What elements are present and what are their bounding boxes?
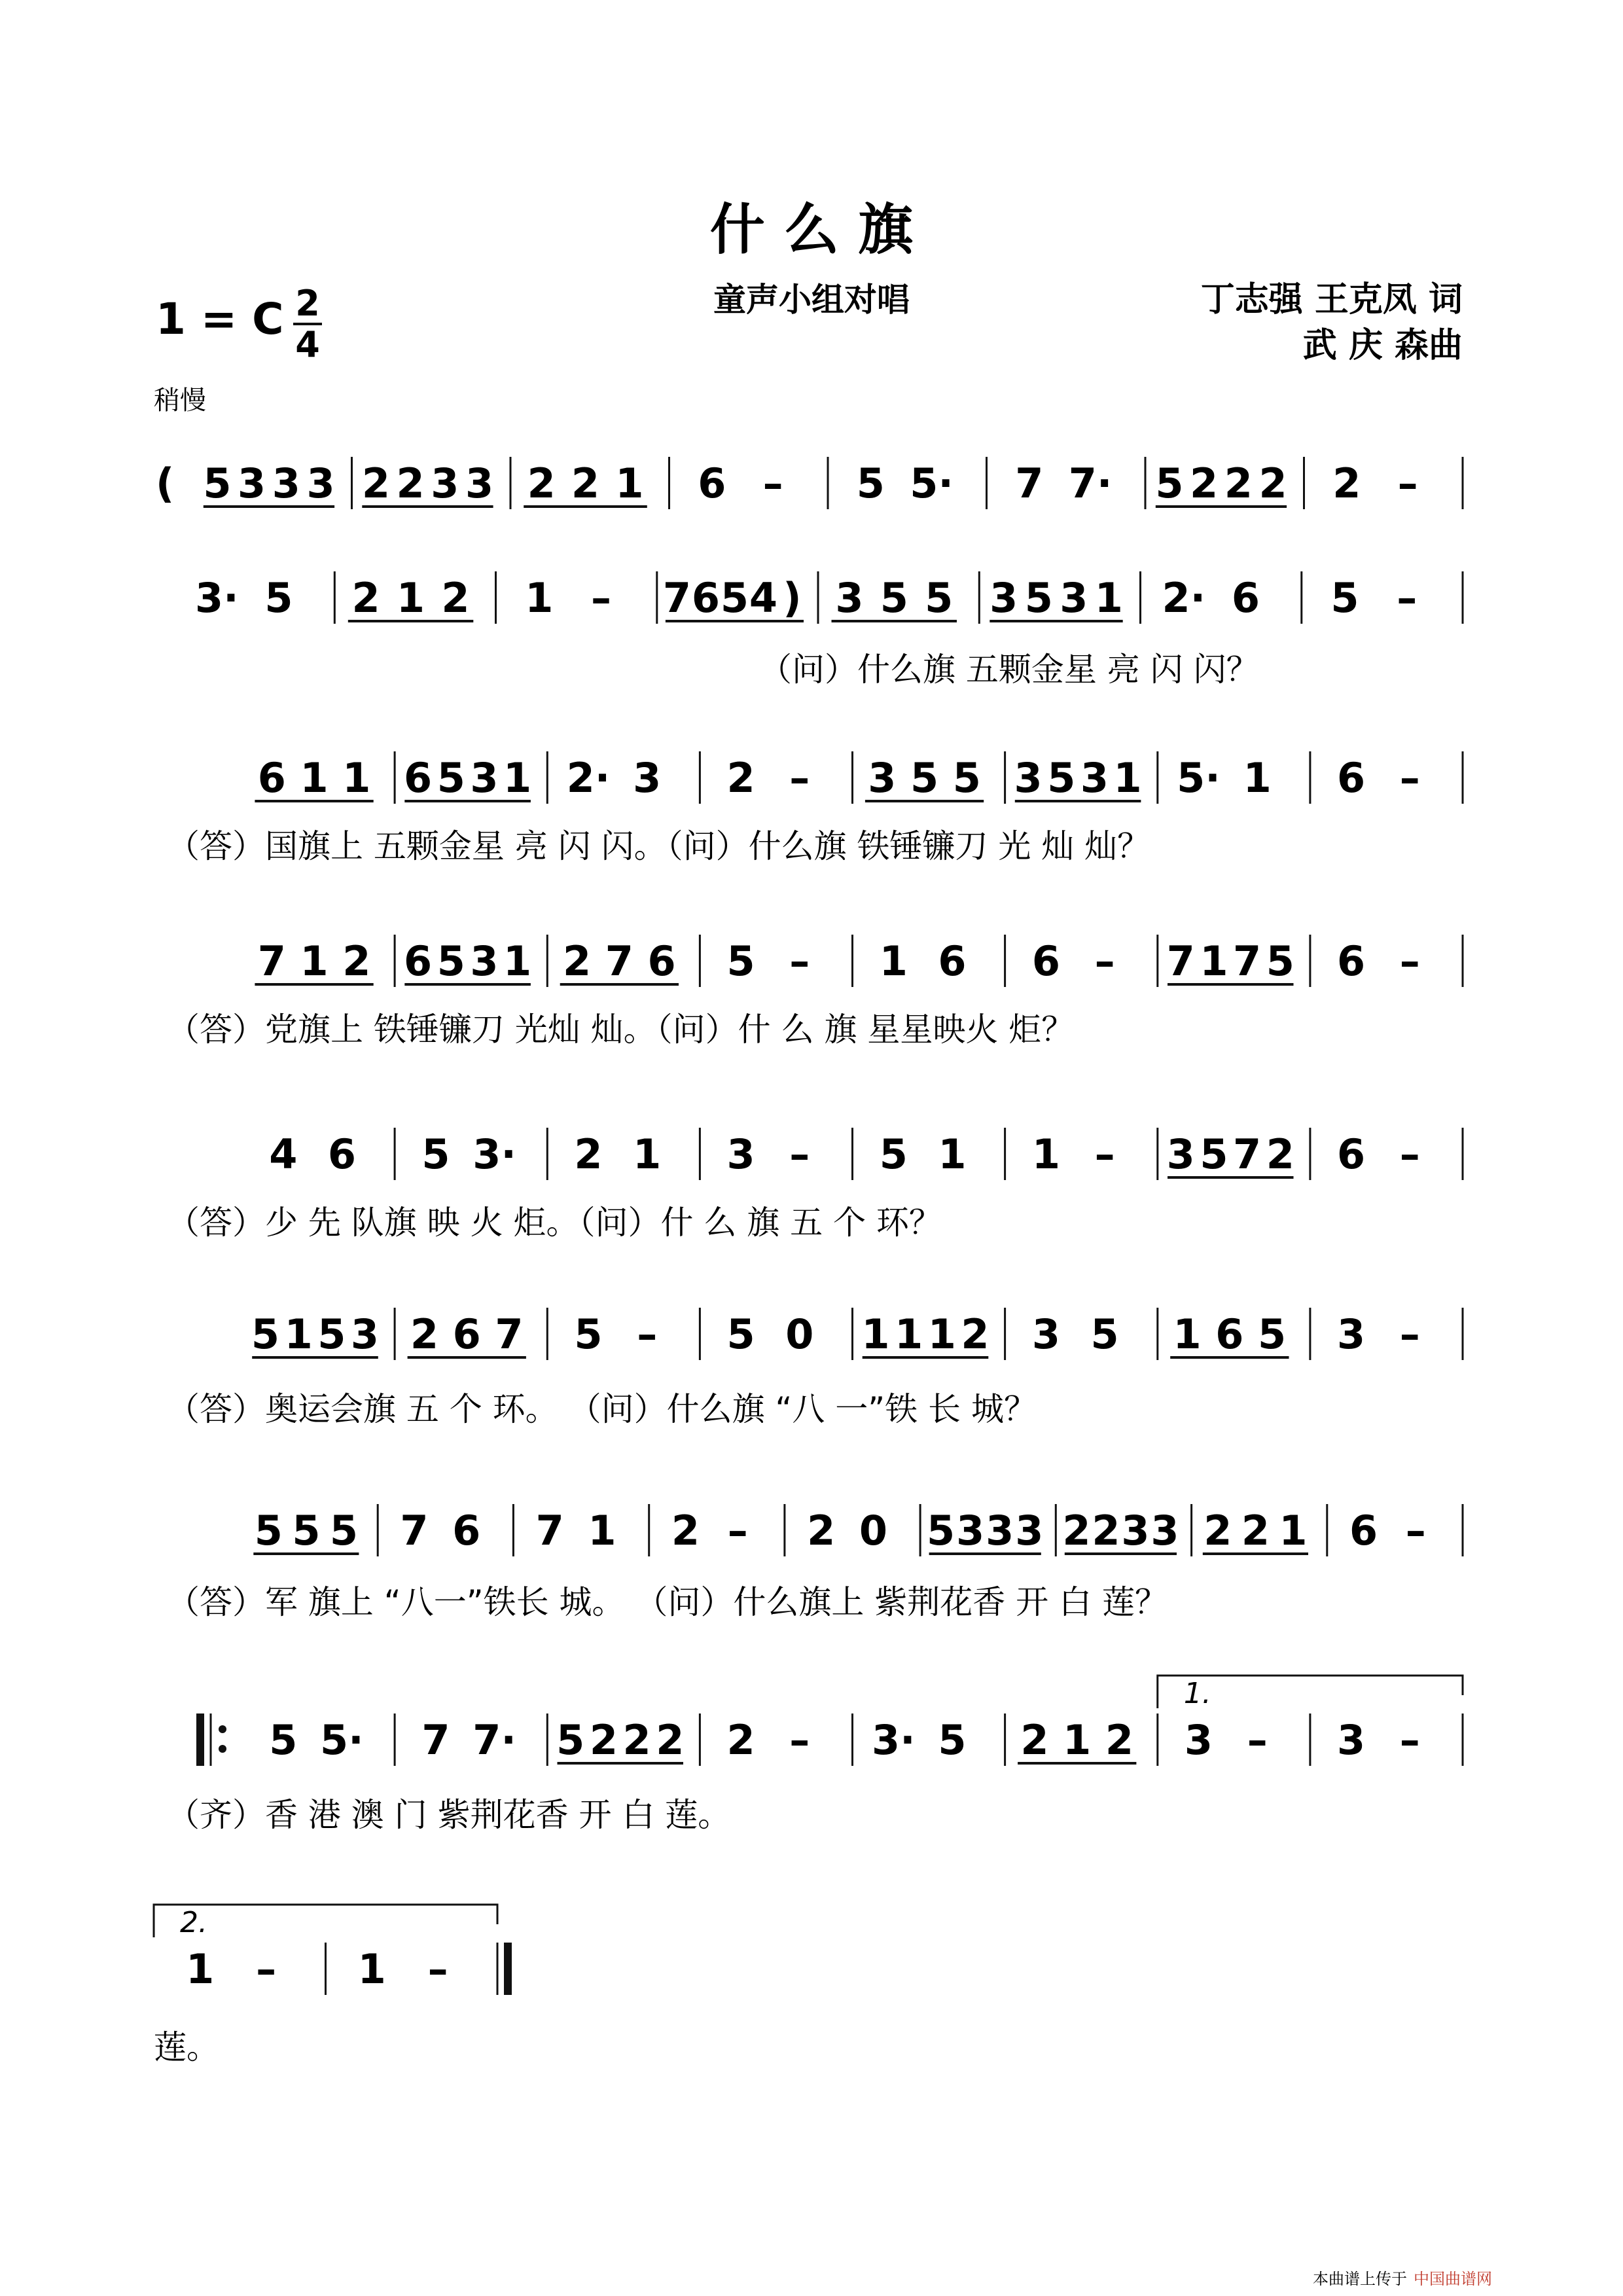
note: 2 <box>410 1310 439 1358</box>
note: – <box>1399 937 1420 985</box>
composer-credit: 武 庆 森曲 <box>1302 326 1463 365</box>
note: 5 <box>1047 754 1076 802</box>
note: 1 <box>1173 1310 1202 1358</box>
note: – <box>1399 1130 1420 1178</box>
note: 5 <box>1330 574 1359 622</box>
note: 3 <box>1060 574 1088 622</box>
note: – <box>789 1716 810 1764</box>
note: – <box>762 459 783 507</box>
note: 5 <box>292 1507 321 1554</box>
note: ) <box>783 574 802 622</box>
note: 2 <box>656 1716 685 1764</box>
note: 2 <box>1266 1130 1294 1178</box>
note: 1 <box>357 1945 386 1993</box>
note: 2 <box>589 1716 618 1764</box>
time-signature-bottom: 4 <box>295 324 320 365</box>
note: 3 <box>238 459 266 507</box>
note: 7· <box>473 1716 516 1764</box>
footer-site-logo: 中国曲谱网 <box>1414 2270 1492 2288</box>
lyric-line: （答）党旗上 铁锤镰刀 光灿 灿。（问）什 么 旗 星星映火 炬？ <box>167 1011 1075 1049</box>
lyric-line: （齐）香 港 澳 门 紫荆花香 开 白 莲。 <box>167 1796 731 1834</box>
note: – <box>727 1507 748 1554</box>
note: 2 <box>1332 459 1361 507</box>
note: 1 <box>1243 754 1272 802</box>
note: 3 <box>1080 754 1109 802</box>
note: 1 <box>525 574 554 622</box>
note: 5 <box>264 574 293 622</box>
note: 3 <box>1337 1310 1366 1358</box>
note: 7 <box>421 1716 450 1764</box>
system-5 <box>167 1128 1463 1242</box>
note: 3 <box>465 459 494 507</box>
note: 2 <box>726 1716 755 1764</box>
note: 6 <box>647 937 676 985</box>
note: 1 <box>938 1130 967 1178</box>
note: 2 <box>961 1310 990 1358</box>
note: 3 <box>835 574 864 622</box>
lyricist-credit: 丁志强 王克凤 词 <box>1200 280 1463 319</box>
note: 3 <box>1184 1716 1213 1764</box>
note: 0 <box>859 1507 887 1554</box>
lyric-line: （问）什么旗 五颗金星 亮 闪 闪？ <box>759 651 1259 689</box>
note: 1 <box>1200 937 1228 985</box>
note: 2· <box>1162 574 1206 622</box>
note: 0 <box>785 1310 814 1358</box>
note: 5 <box>1155 459 1184 507</box>
note: 7 <box>605 937 633 985</box>
note: 2 <box>527 459 556 507</box>
note: 5 <box>254 1507 283 1554</box>
note: 1 <box>895 1310 923 1358</box>
note: 5 <box>574 1310 603 1358</box>
note: 7 <box>257 937 286 985</box>
note: 3 <box>726 1130 755 1178</box>
note: 6 <box>1231 574 1260 622</box>
note: 2 <box>342 937 371 985</box>
note: 3 <box>990 574 1018 622</box>
note: 6 <box>327 1130 356 1178</box>
note: 1 <box>186 1945 215 1993</box>
note: 5 <box>726 937 755 985</box>
note: 5 <box>1024 574 1053 622</box>
lyric-line: （答）军 旗上 “八一”铁长 城。 （问）什么旗上 紫荆花香 开 白 莲？ <box>167 1583 1168 1621</box>
note: 1 <box>633 1130 662 1178</box>
note: 5 <box>269 1716 298 1764</box>
system-4 <box>167 935 1463 1049</box>
tempo-marking: 稍慢 <box>154 386 206 416</box>
note: 3 <box>633 754 662 802</box>
note: 6 <box>1031 937 1060 985</box>
note: 1 <box>342 754 371 802</box>
lyric-line: （答）少 先 队旗 映 火 炬。（问）什 么 旗 五 个 环？ <box>167 1204 942 1242</box>
note: 3 <box>431 459 459 507</box>
note: 5 <box>437 937 465 985</box>
system-9 <box>154 1905 512 2066</box>
repeat-start-thick-bar <box>196 1713 204 1766</box>
note: – <box>1094 1130 1115 1178</box>
note: 7· <box>1068 459 1113 507</box>
note: 1 <box>861 1310 890 1358</box>
note: – <box>789 1130 810 1178</box>
note: 3 <box>470 937 499 985</box>
note: 5· <box>320 1716 364 1764</box>
note: 1 <box>588 1507 616 1554</box>
note: 5· <box>910 459 954 507</box>
note: 6 <box>257 754 286 802</box>
repeat-dot <box>219 1725 226 1733</box>
note: 6 <box>698 459 726 507</box>
note: 5 <box>1200 1130 1228 1178</box>
note: 2 <box>1258 459 1287 507</box>
note: 7 <box>495 1310 524 1358</box>
note: 6 <box>404 937 433 985</box>
note: 2 <box>361 459 390 507</box>
note: 2 <box>1062 1507 1091 1554</box>
note: 6 <box>1215 1310 1244 1358</box>
system-8 <box>167 1676 1463 1834</box>
final-bar <box>504 1943 512 1995</box>
system-3 <box>167 751 1463 865</box>
note: 5 <box>251 1310 280 1358</box>
note: 6 <box>1337 754 1366 802</box>
note: – <box>1399 1716 1420 1764</box>
note: 6 <box>452 1507 481 1554</box>
note: – <box>1397 459 1418 507</box>
note: 3 <box>306 459 335 507</box>
note: 5 <box>720 574 749 622</box>
note: 5 <box>927 1507 955 1554</box>
note: – <box>1247 1716 1268 1764</box>
note: – <box>789 754 810 802</box>
note: 5 <box>329 1507 358 1554</box>
note: 1 <box>300 754 329 802</box>
note: 3 <box>470 754 499 802</box>
note: 5 <box>880 574 908 622</box>
note: 5 <box>437 754 465 802</box>
note: 5 <box>856 459 885 507</box>
note: 6 <box>1337 1130 1366 1178</box>
note: 1 <box>927 1310 956 1358</box>
note: – <box>789 937 810 985</box>
lyric-line: （答）国旗上 五颗金星 亮 闪 闪。（问）什么旗 铁锤镰刀 光 灿 灿？ <box>167 827 1150 865</box>
note: 6 <box>691 574 721 622</box>
key-signature: 1 = C <box>156 294 284 344</box>
note: 4 <box>749 574 778 622</box>
note: 5 <box>925 574 954 622</box>
note: 2 <box>1105 1716 1134 1764</box>
system-1 <box>156 457 1463 509</box>
note: 4 <box>269 1130 298 1178</box>
note: 3· <box>473 1130 516 1178</box>
note: 5 <box>1266 937 1294 985</box>
note: 1 <box>615 459 644 507</box>
note: 3 <box>272 459 300 507</box>
note: – <box>1397 574 1418 622</box>
note: 2 <box>1020 1716 1049 1764</box>
note: – <box>1094 937 1115 985</box>
lyric-line: （答）奥运会旗 五 个 环。 （问）什么旗 “八 一”铁 长 城？ <box>167 1390 1037 1428</box>
note: 5 <box>952 754 981 802</box>
note: 7 <box>1015 459 1044 507</box>
note: 2 <box>622 1716 651 1764</box>
note: 2 <box>441 574 470 622</box>
system-6 <box>167 1308 1463 1428</box>
note: 3 <box>956 1507 985 1554</box>
open-parenthesis: ( <box>156 459 175 507</box>
note: 5 <box>879 1130 908 1178</box>
note: 1 <box>879 937 908 985</box>
note: 2 <box>1092 1507 1120 1554</box>
note: 5 <box>1090 1310 1119 1358</box>
note: 7 <box>400 1507 429 1554</box>
note: 7 <box>535 1507 564 1554</box>
performance-note: 童声小组对唱 <box>713 281 910 319</box>
note: 2 <box>1224 459 1253 507</box>
note: 5· <box>1177 754 1221 802</box>
footer-site-label: 本曲谱上传于 <box>1313 2270 1407 2288</box>
note: 1 <box>396 574 425 622</box>
score-title: 什 么 旗 <box>709 198 914 262</box>
note: 1 <box>1063 1716 1092 1764</box>
note: 3 <box>1121 1507 1150 1554</box>
note: 6 <box>452 1310 481 1358</box>
note: – <box>1399 1310 1420 1358</box>
note: 5 <box>726 1310 755 1358</box>
note: 3 <box>868 754 897 802</box>
note: 7 <box>1233 937 1262 985</box>
note: – <box>1399 754 1420 802</box>
note: 2 <box>571 459 600 507</box>
time-signature-top: 2 <box>295 283 320 324</box>
note: – <box>591 574 611 622</box>
note: 3 <box>1031 1310 1060 1358</box>
system-2 <box>195 571 1463 689</box>
note: 1 <box>1031 1130 1060 1178</box>
note: 2 <box>807 1507 836 1554</box>
note: – <box>256 1945 277 1993</box>
note: 1 <box>1094 574 1123 622</box>
note: 2 <box>726 754 755 802</box>
note: – <box>427 1945 448 1993</box>
note: 1 <box>1279 1507 1308 1554</box>
note: 6 <box>1349 1507 1378 1554</box>
note: 7 <box>1233 1130 1262 1178</box>
note: 3 <box>1337 1716 1366 1764</box>
note: 5 <box>421 1130 450 1178</box>
note: 2 <box>351 574 380 622</box>
note: 5 <box>317 1310 346 1358</box>
note: 3 <box>1014 754 1043 802</box>
note: 7 <box>1166 937 1195 985</box>
note: 2 <box>396 459 425 507</box>
note: 6 <box>404 754 433 802</box>
note: 3 <box>986 1507 1014 1554</box>
volta-label-1: 1. <box>1183 1677 1211 1710</box>
note: 6 <box>1337 937 1366 985</box>
note: 3· <box>871 1716 916 1764</box>
volta-label-2: 2. <box>180 1906 207 1939</box>
system-7 <box>167 1504 1463 1621</box>
note: 1 <box>284 1310 313 1358</box>
note: 3· <box>194 574 239 622</box>
note: 2 <box>563 937 592 985</box>
note: 6 <box>938 937 967 985</box>
note: 5 <box>938 1716 967 1764</box>
repeat-dot <box>219 1745 226 1753</box>
lyric-line: 莲。 <box>154 2028 219 2066</box>
note: 1 <box>300 937 329 985</box>
note: 2 <box>1190 459 1219 507</box>
music-systems <box>154 457 1463 2066</box>
note: 3 <box>1015 1507 1044 1554</box>
note: 7 <box>662 574 692 622</box>
note: – <box>1405 1507 1426 1554</box>
note: 1 <box>1113 754 1142 802</box>
note: 3 <box>1166 1130 1195 1178</box>
note: 2 <box>1204 1507 1232 1554</box>
note: 3 <box>350 1310 380 1358</box>
note: 2 <box>574 1130 603 1178</box>
note: 1 <box>503 937 532 985</box>
note: 2· <box>566 754 611 802</box>
note: 2 <box>671 1507 700 1554</box>
note: 1 <box>503 754 532 802</box>
note: 3 <box>1150 1507 1179 1554</box>
note: 5 <box>910 754 939 802</box>
note: – <box>637 1310 658 1358</box>
note: 5 <box>203 459 232 507</box>
note: 2 <box>1241 1507 1270 1554</box>
note: 5 <box>1258 1310 1287 1358</box>
note: 5 <box>556 1716 585 1764</box>
